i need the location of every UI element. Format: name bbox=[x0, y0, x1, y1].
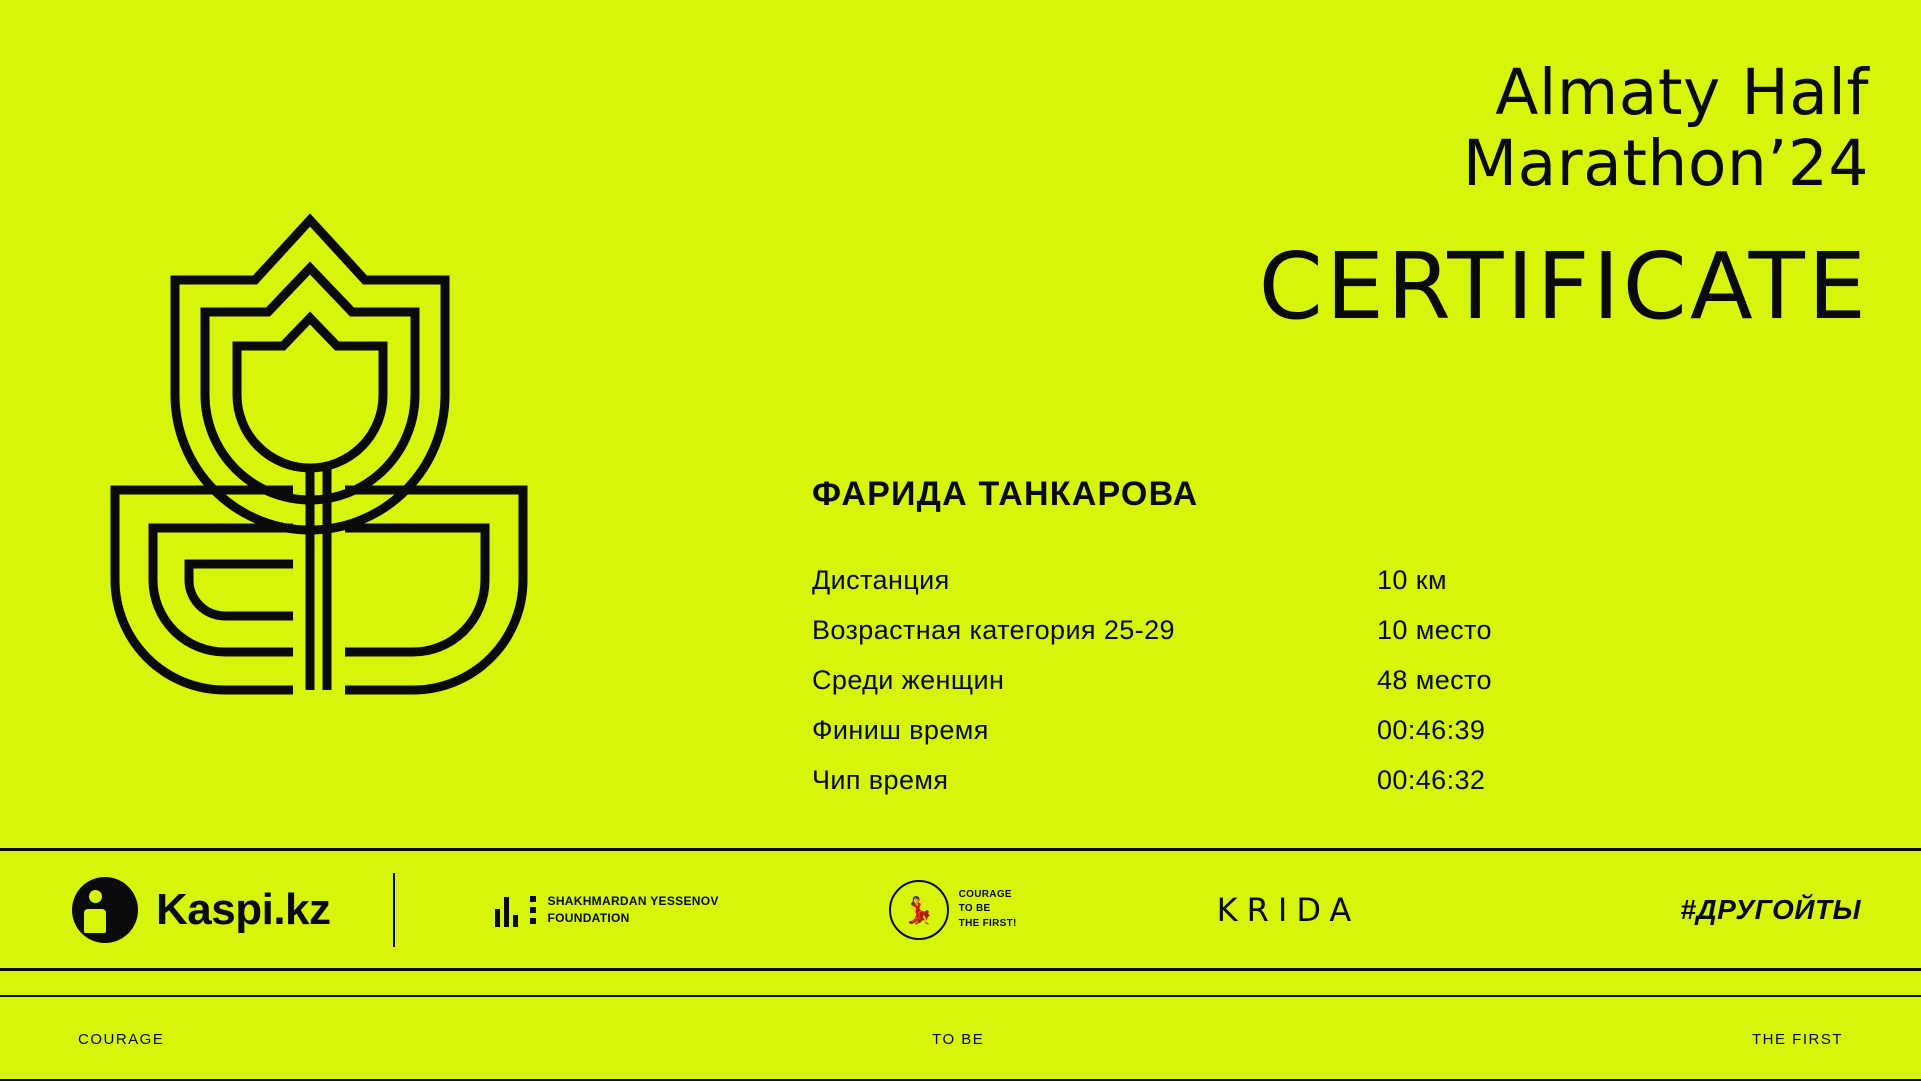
corporate-line-1: COURAGE bbox=[958, 888, 1012, 900]
sponsor-strip bbox=[0, 848, 1921, 971]
footer-right-text: THE FIRST bbox=[1752, 1030, 1843, 1048]
result-value: 48 место bbox=[1377, 665, 1492, 695]
table-row bbox=[812, 615, 1552, 665]
results-table bbox=[812, 565, 1552, 815]
table-row bbox=[812, 565, 1552, 615]
result-label: Возрастная категория 25-29 bbox=[812, 615, 1175, 645]
table-row bbox=[812, 665, 1552, 715]
result-value: 00:46:32 bbox=[1377, 765, 1486, 795]
event-title-line-1: Almaty Half bbox=[1495, 56, 1869, 129]
tulip-logo bbox=[55, 160, 575, 720]
sponsor-corporate-fund bbox=[889, 880, 1017, 940]
yessenov-wordmark bbox=[548, 893, 719, 925]
corporate-line-2: TO BE bbox=[958, 903, 991, 915]
sponsor-kaspi bbox=[72, 877, 331, 943]
result-value: 10 место bbox=[1377, 615, 1492, 645]
yessenov-line-2: FOUNDATION bbox=[547, 910, 630, 925]
result-label: Чип время bbox=[812, 765, 949, 795]
corporate-line-3: THE FIRST! bbox=[958, 917, 1017, 929]
yessenov-line-1: SHAKHMARDAN YESSENOV bbox=[547, 894, 719, 909]
result-value: 00:46:39 bbox=[1377, 715, 1486, 745]
yessenov-bars-icon bbox=[495, 893, 518, 927]
divider bbox=[393, 873, 395, 947]
result-label: Финиш время bbox=[812, 715, 989, 745]
result-label: Дистанция bbox=[812, 565, 950, 595]
footer-left-text: COURAGE bbox=[78, 1030, 165, 1048]
kaspi-logo-icon bbox=[72, 877, 138, 943]
table-row bbox=[812, 715, 1552, 765]
document-type-title: CERTIFICATE bbox=[1258, 233, 1869, 341]
footer-center-text: TO BE bbox=[932, 1030, 985, 1048]
corporate-fund-icon: 💃 bbox=[889, 880, 949, 940]
athlete-name: ФАРИДА ТАНКАРОВА bbox=[812, 475, 1199, 513]
result-label: Среди женщин bbox=[812, 665, 1005, 695]
sponsor-krida: KRIDA bbox=[1216, 890, 1361, 929]
event-title-line-2: Marathon’24 bbox=[1462, 126, 1869, 200]
corporate-fund-wordmark bbox=[959, 888, 1017, 932]
yessenov-dots-icon bbox=[530, 896, 536, 924]
certificate-footer bbox=[0, 995, 1921, 1081]
table-row bbox=[812, 765, 1552, 815]
result-value: 10 км bbox=[1377, 565, 1447, 595]
sponsor-drugoity: #ДРУГОЙТЫ bbox=[1680, 893, 1861, 925]
event-heading bbox=[809, 56, 1869, 341]
sponsor-yessenov-foundation bbox=[495, 893, 719, 927]
kaspi-wordmark: Kaspi.kz bbox=[156, 884, 331, 934]
